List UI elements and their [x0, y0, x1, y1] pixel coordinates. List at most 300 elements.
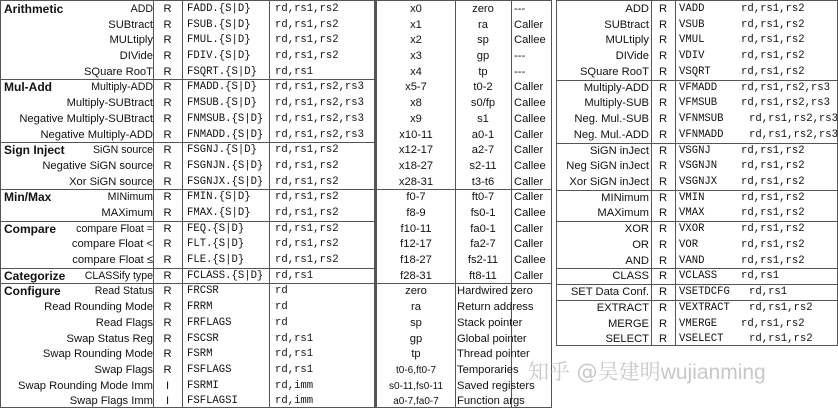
vec-opcode: VSETDCFG [679, 286, 730, 298]
fp-opcode: FDIV.{S|D} [187, 50, 251, 62]
vec-format: R [658, 129, 668, 141]
register-name: x5-7 [405, 81, 427, 93]
register-row [377, 393, 551, 410]
group-label: Mul-Add [4, 80, 52, 94]
group-divider [557, 143, 837, 144]
vec-format: R [658, 239, 668, 251]
watermark [528, 355, 828, 389]
vec-desc: SUBtract [604, 19, 649, 31]
fp-opcode: FSRMI [187, 380, 219, 392]
abi-name: s1 [477, 113, 489, 125]
register-row [377, 79, 551, 96]
vec-opcode: VXOR [679, 223, 705, 235]
group-divider [1, 221, 375, 222]
vec-opcode: VSUB [679, 19, 705, 31]
fp-opcode: FMUL.{S|D} [187, 34, 251, 46]
register-row [377, 346, 551, 363]
fp-row [1, 95, 375, 112]
vec-opcode: VFNMSUB [679, 113, 724, 125]
fp-desc: compare Float ≤ [72, 254, 153, 266]
vec-opcode: VCLASS [679, 270, 718, 282]
register-row [377, 205, 551, 222]
vec-opcode: VSQRT [679, 66, 711, 78]
vec-format: R [658, 318, 668, 330]
vec-operands: rd,rs1 [749, 286, 788, 298]
register-row [377, 1, 551, 18]
fp-opcode: FSCSR [187, 333, 219, 345]
abi-name: fa0-1 [470, 223, 496, 235]
register-row [377, 95, 551, 112]
saver: Callee [514, 113, 546, 125]
fp-opcode: FLT.{S|D} [187, 238, 245, 250]
fp-row [1, 393, 375, 410]
fp-desc: Multiply-SUBtract [66, 97, 153, 109]
abi-name: sp [477, 34, 489, 46]
saver: Callee [514, 207, 546, 219]
fp-row [1, 315, 375, 332]
vec-desc: XOR [624, 223, 649, 235]
group-divider [557, 221, 837, 222]
vec-opcode: VAND [679, 255, 705, 267]
vec-format: R [658, 3, 668, 15]
vec-format: R [658, 82, 668, 94]
register-name: s0-11,fs0-11 [388, 381, 444, 392]
fp-operands: rd [275, 301, 288, 313]
saver: Caller [514, 19, 544, 31]
abi-name: ft0-7 [471, 191, 495, 203]
fp-operands: rd,rs1 [275, 333, 314, 345]
fp-desc: Negative Multiply-ADD [40, 129, 153, 141]
abi-name: tp [478, 66, 488, 78]
group-label: Min/Max [4, 190, 52, 204]
fp-format: R [163, 19, 172, 31]
vec-desc: DIVide [615, 50, 649, 62]
fp-operands: rd,rs1,rs2 [275, 50, 339, 62]
vector-row [557, 111, 837, 128]
vec-desc: SiGN inJect [589, 145, 649, 157]
vec-opcode: VMAX [679, 207, 705, 219]
fp-desc: compare Float = [76, 223, 153, 235]
vec-desc: EXTRACT [596, 302, 649, 314]
group-label: Configure [4, 284, 61, 298]
register-name: a0-7,fa0-7 [393, 396, 439, 407]
fp-format: R [163, 66, 172, 78]
vec-opcode: VOR [679, 239, 699, 251]
fp-desc: Negative SiGN source [42, 160, 153, 172]
section-divider [377, 283, 551, 284]
fp-operands: rd,rs1,rs2 [275, 176, 339, 188]
fp-desc: Multiply-ADD [91, 81, 153, 93]
register-description: Stack pointer [457, 317, 523, 329]
fp-format: R [163, 301, 172, 313]
vec-operands: rd,rs1,rs2 [741, 239, 805, 251]
register-name: x9 [410, 113, 422, 125]
register-row [377, 142, 551, 159]
fp-format: R [163, 113, 172, 125]
fp-desc: SUBtract [108, 19, 153, 31]
fp-operands: rd,rs1 [275, 364, 314, 376]
fp-operands: rd,rs1 [275, 270, 314, 282]
fp-instruction-table [0, 0, 376, 408]
vec-operands: rd,rs1,rs2,rs3 [741, 97, 831, 109]
register-name: x4 [410, 66, 422, 78]
vec-desc: Neg SiGN inJect [566, 160, 649, 172]
vec-operands: rd,rs1,rs2 [749, 302, 813, 314]
saver: Callee [514, 254, 546, 266]
saver: Caller [514, 129, 544, 141]
register-name: f28-31 [400, 270, 432, 282]
saver: --- [514, 3, 526, 15]
fp-format: R [163, 144, 172, 156]
fp-opcode: FNMSUB.{S|D} [187, 113, 264, 125]
fp-desc: Swap Rounding Mode Imm [18, 380, 153, 392]
fp-opcode: FSGNJX.{S|D} [187, 176, 264, 188]
vec-operands: rd,rs1,rs2,rs3 [749, 113, 838, 125]
register-row [377, 189, 551, 206]
fp-opcode: FCLASS.{S|D} [187, 270, 264, 282]
fp-operands: rd,rs1,rs2 [275, 254, 339, 266]
fp-opcode: FMAX.{S|D} [187, 207, 251, 219]
saver: Caller [514, 81, 544, 93]
fp-format: R [163, 254, 172, 266]
register-description: Saved registers [457, 380, 535, 392]
fp-format: R [163, 348, 172, 360]
saver: Caller [514, 191, 544, 203]
saver: Caller [514, 144, 544, 156]
fp-format: R [163, 50, 172, 62]
register-row [377, 283, 551, 300]
vec-format: R [658, 19, 668, 31]
fp-opcode: FRCSR [187, 285, 219, 297]
vec-operands: rd,rs1,rs2 [741, 34, 805, 46]
vec-operands: rd,rs1,rs2,rs3 [741, 82, 831, 94]
vec-format: R [658, 176, 668, 188]
fp-operands: rd,imm [275, 395, 314, 407]
saver: --- [514, 66, 526, 78]
register-name: tp [411, 348, 421, 360]
fp-opcode: FRRM [187, 301, 213, 313]
vector-row [557, 127, 837, 144]
register-description: Return address [457, 301, 534, 313]
fp-operands: rd,rs1,rs2,rs3 [275, 97, 365, 109]
fp-opcode: FMADD.{S|D} [187, 81, 257, 93]
register-name: x2 [410, 34, 422, 46]
fp-desc: Read Rounding Mode [44, 301, 153, 313]
fp-format: I [165, 380, 170, 392]
fp-row [1, 79, 375, 96]
fp-opcode: FEQ.{S|D} [187, 223, 245, 235]
group-label: Compare [4, 222, 57, 236]
vec-desc: MERGE [607, 318, 649, 330]
fp-opcode: FRFLAGS [187, 317, 232, 329]
vector-row [557, 284, 837, 301]
register-name: f12-17 [400, 238, 432, 250]
register-row [377, 48, 551, 65]
group-divider [557, 300, 837, 301]
fp-format: R [163, 176, 172, 188]
fp-operands: rd,rs1,rs2,rs3 [275, 129, 365, 141]
register-row [377, 362, 551, 379]
vec-operands: rd,rs1 [741, 270, 780, 282]
vec-opcode: VSGNJ [679, 145, 711, 157]
vector-instruction-table [556, 0, 838, 346]
register-name: gp [409, 333, 423, 345]
vec-format: R [658, 333, 668, 345]
vector-row [557, 1, 837, 18]
vec-operands: rd,rs1,rs2 [741, 66, 805, 78]
vec-operands: rd,rs1,rs2 [741, 19, 805, 31]
vec-opcode: VFMADD [679, 82, 718, 94]
vec-operands: rd,rs1,rs2 [741, 318, 805, 330]
vec-opcode: VDIV [679, 50, 705, 62]
saver: Caller [514, 270, 544, 282]
vec-opcode: VSGNJX [679, 176, 718, 188]
vec-operands: rd,rs1,rs2 [741, 207, 805, 219]
register-row [377, 111, 551, 128]
fp-opcode: FSFLAGSI [187, 395, 238, 407]
register-description: Hardwired zero [457, 285, 533, 297]
register-row [377, 315, 551, 332]
vec-desc: AND [625, 255, 649, 267]
fp-desc: MAXimum [101, 207, 153, 219]
vec-desc: SELECT [605, 333, 649, 345]
fp-format: R [163, 34, 172, 46]
fp-operands: rd,rs1,rs2 [275, 19, 339, 31]
vector-row [557, 64, 837, 81]
register-name: x12-17 [398, 144, 434, 156]
fp-format: R [163, 333, 172, 345]
fp-opcode: FLE.{S|D} [187, 254, 245, 266]
fp-format: R [163, 270, 172, 282]
saver: Caller [514, 238, 544, 250]
register-name: x1 [410, 19, 422, 31]
abi-name: fa2-7 [470, 238, 496, 250]
register-row [377, 236, 551, 253]
fp-desc: MULtiply [109, 34, 153, 46]
vec-format: R [658, 50, 668, 62]
vec-format: R [658, 145, 668, 157]
fp-opcode: FSQRT.{S|D} [187, 66, 257, 78]
fp-row [1, 362, 375, 379]
abi-name: zero [472, 3, 494, 15]
vector-row [557, 300, 837, 317]
register-name: f10-11 [400, 223, 432, 235]
saver: Callee [514, 160, 546, 172]
fp-row [1, 32, 375, 49]
fp-format: R [163, 97, 172, 109]
abi-name: a0-1 [471, 129, 495, 141]
vector-row [557, 331, 837, 348]
fp-opcode: FSRM [187, 348, 213, 360]
vec-desc: Neg. Mul.-ADD [573, 129, 649, 141]
group-divider [557, 284, 837, 285]
vec-desc: Multiply-ADD [583, 82, 649, 94]
fp-operands: rd,rs1,rs2 [275, 238, 339, 250]
section-divider [377, 189, 551, 190]
fp-row [1, 205, 375, 222]
abi-name: s2-11 [469, 160, 497, 172]
fp-opcode: FMIN.{S|D} [187, 191, 251, 203]
saver: Caller [514, 223, 544, 235]
group-label: Categorize [4, 269, 66, 283]
vec-opcode: VMIN [679, 192, 705, 204]
fp-opcode: FSUB.{S|D} [187, 19, 251, 31]
fp-operands: rd,rs1,rs2 [275, 191, 339, 203]
vec-format: R [658, 255, 668, 267]
fp-format: R [163, 223, 172, 235]
vec-format: R [658, 97, 668, 109]
vec-operands: rd,rs1,rs2 [741, 176, 805, 188]
fp-row [1, 48, 375, 65]
vec-desc: MINimum [601, 192, 649, 204]
register-name: f18-27 [400, 254, 432, 266]
fp-format: R [163, 364, 172, 376]
fp-desc: Read Flags [95, 317, 153, 329]
saver: Callee [514, 34, 546, 46]
vector-row [557, 32, 837, 49]
fp-desc: Swap Status Reg [66, 333, 153, 345]
fp-format: R [163, 317, 172, 329]
group-divider [557, 268, 837, 269]
vector-row [557, 48, 837, 65]
vec-format: R [658, 207, 668, 219]
vec-format: R [658, 192, 668, 204]
fp-operands: rd,rs1,rs2 [275, 3, 339, 15]
fp-row [1, 252, 375, 269]
abi-name: t3-t6 [471, 176, 495, 188]
saver: --- [514, 50, 526, 62]
fp-desc: Swap Flags [94, 364, 153, 376]
fp-operands: rd,rs1,rs2 [275, 207, 339, 219]
register-row [377, 158, 551, 175]
vector-row [557, 95, 837, 112]
fp-row [1, 158, 375, 175]
vec-operands: rd,rs1,rs2 [741, 145, 805, 157]
vec-desc: OR [632, 239, 649, 251]
fp-format: R [163, 191, 172, 203]
register-name: x28-31 [398, 176, 434, 188]
fp-format: R [163, 129, 172, 141]
fp-format: R [163, 238, 172, 250]
vec-opcode: VMUL [679, 34, 705, 46]
vec-operands: rd,rs1,rs2 [741, 50, 805, 62]
saver: Caller [514, 176, 544, 188]
abi-name: a2-7 [471, 144, 495, 156]
fp-desc: SQuare RooT [83, 66, 153, 78]
vec-desc: Neg. Mul.-SUB [574, 113, 649, 125]
fp-opcode: FADD.{S|D} [187, 3, 251, 15]
group-divider [1, 79, 375, 80]
group-divider [557, 80, 837, 81]
vector-row [557, 158, 837, 175]
vec-operands: rd,rs1,rs2 [741, 223, 805, 235]
fp-desc: compare Float < [71, 238, 153, 250]
register-description: Thread pointer [457, 348, 530, 360]
register-name: zero [405, 285, 427, 297]
fp-opcode: FSGNJN.{S|D} [187, 160, 264, 172]
fp-desc: Xor SiGN source [69, 176, 153, 188]
register-description: Function args [457, 395, 525, 407]
vec-opcode: VFMSUB [679, 97, 718, 109]
vector-row [557, 221, 837, 238]
vec-format: R [658, 223, 668, 235]
register-row [377, 299, 551, 316]
vec-opcode: VSELECT [679, 333, 724, 345]
fp-operands: rd,rs1,rs2,rs3 [275, 81, 365, 93]
abi-name: s0/fp [470, 97, 496, 109]
vec-format: R [658, 270, 668, 282]
fp-operands: rd,rs1,rs2,rs3 [275, 113, 365, 125]
abi-name: gp [476, 50, 490, 62]
abi-name: fs0-1 [470, 207, 496, 219]
vec-operands: rd,rs1,rs2 [741, 255, 805, 267]
fp-opcode: FMSUB.{S|D} [187, 97, 257, 109]
fp-format: R [163, 207, 172, 219]
fp-operands: rd,imm [275, 380, 314, 392]
fp-opcode: FSGNJ.{S|D} [187, 144, 257, 156]
vec-opcode: VADD [679, 3, 705, 15]
group-label: Sign Inject [4, 143, 65, 157]
vec-opcode: VFNMADD [679, 129, 724, 141]
register-description: Temporaries [457, 364, 519, 376]
abi-name: ra [478, 19, 488, 31]
abi-name: t0-2 [473, 81, 493, 93]
fp-row [1, 111, 375, 128]
fp-row [1, 346, 375, 363]
watermark-en: wujianming [660, 361, 766, 384]
fp-desc: Swap Rounding Mode [42, 348, 153, 360]
abi-name: fs2-11 [467, 254, 499, 266]
register-name: sp [410, 317, 422, 329]
vec-format: R [658, 66, 668, 78]
register-name: f0-7 [406, 191, 426, 203]
register-description: Global pointer [457, 333, 527, 345]
fp-format: R [163, 3, 172, 15]
vec-operands: rd,rs1,rs2 [741, 192, 805, 204]
vec-desc: CLASS [612, 270, 649, 282]
group-label: Arithmetic [4, 2, 64, 16]
fp-row [1, 189, 375, 206]
fp-operands: rd,rs1,rs2 [275, 144, 339, 156]
fp-format: R [163, 160, 172, 172]
vec-desc: SET Data Conf. [570, 286, 649, 298]
vec-operands: rd,rs1,rs2 [741, 3, 805, 15]
fp-operands: rd,rs1 [275, 66, 314, 78]
fp-operands: rd,rs1,rs2 [275, 34, 339, 46]
fp-desc: Read Status [94, 285, 153, 297]
fp-format: R [163, 285, 172, 297]
register-name: ra [411, 301, 421, 313]
vec-format: R [658, 113, 668, 125]
watermark-zh: 知乎 @吴建明 [528, 360, 661, 384]
fp-row [1, 299, 375, 316]
vec-opcode: VMERGE [679, 318, 718, 330]
fp-desc: CLASSify type [84, 270, 153, 282]
vector-row [557, 237, 837, 254]
fp-operands: rd,rs1,rs2 [275, 160, 339, 172]
vec-desc: Xor SiGN inJect [569, 176, 649, 188]
vector-row [557, 205, 837, 222]
abi-name: ft8-11 [469, 270, 497, 282]
vector-row [557, 268, 837, 285]
fp-operands: rd,rs1,rs2 [275, 223, 339, 235]
fp-format: R [163, 81, 172, 93]
register-row [377, 252, 551, 269]
vector-row [557, 174, 837, 191]
register-name: f8-9 [406, 207, 426, 219]
vec-format: R [658, 286, 668, 298]
group-divider [1, 189, 375, 190]
